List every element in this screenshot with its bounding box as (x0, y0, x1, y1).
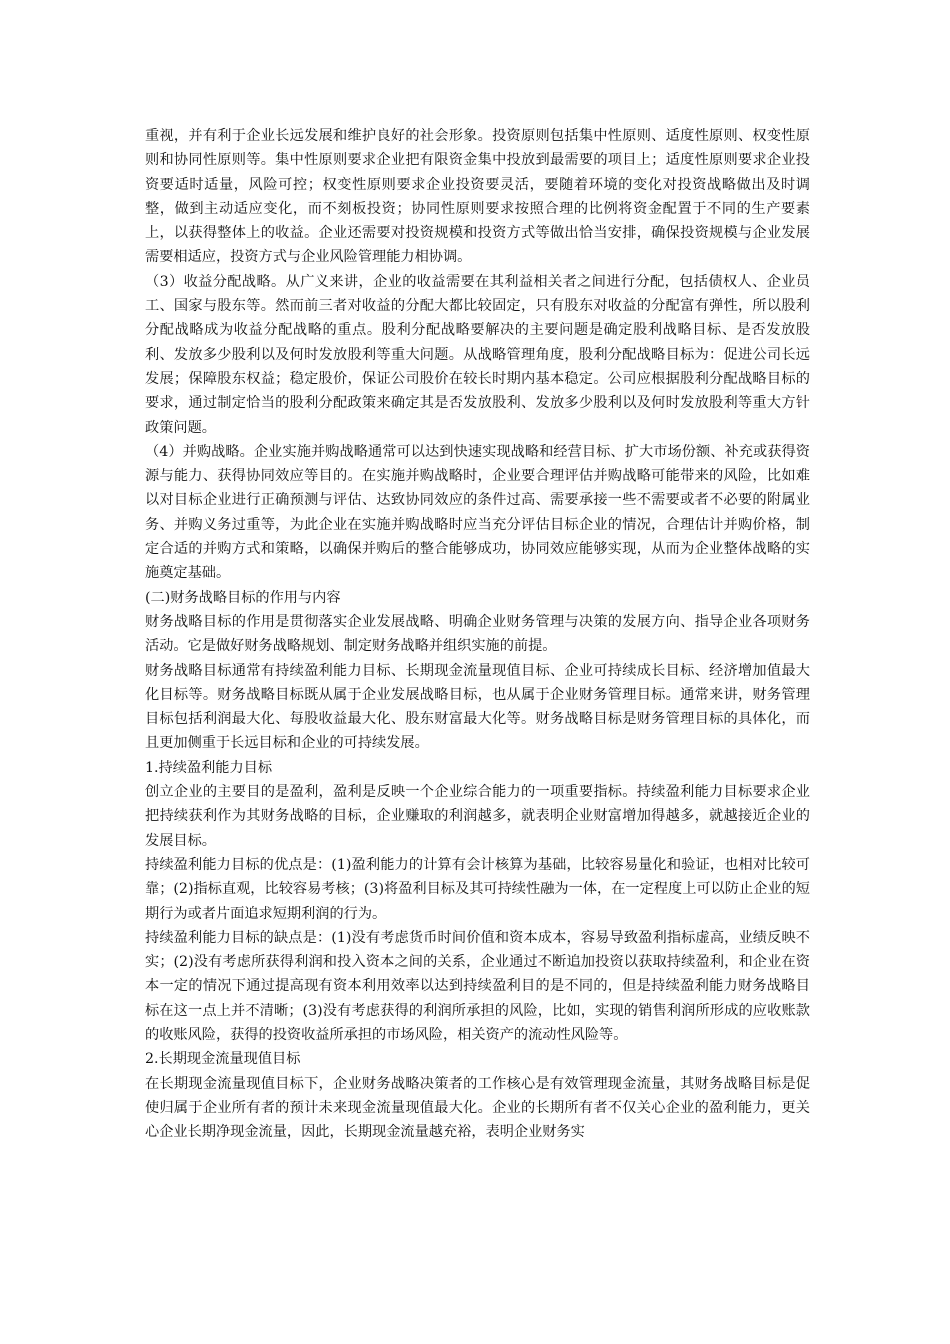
paragraph-goal-types: 财务战略目标通常有持续盈利能力目标、长期现金流量现值目标、企业可持续成长目标、经济增加值最大化目标等。财务战略目标既从属于企业发展战略目标，也从属于企业财务管理目标。通常来讲，财务管理目标包括利润最大化、每股收益最大化、股东财富最大化等。财务战略目标是财务管理目标的具体化，而且更加侧重于长远目标和企业的可持续发展。 (145, 662, 810, 752)
section-heading-financial-strategy-goals: (二)财务战略目标的作用与内容 (145, 589, 341, 606)
document-body (145, 124, 810, 1144)
paragraph-goal-function: 财务战略目标的作用是贯彻落实企业发展战略、明确企业财务管理与决策的发展方向、指导企业各项财务活动。它是做好财务战略规划、制定财务战略并组织实施的前提。 (145, 613, 810, 655)
paragraph-profitability-advantages: 持续盈利能力目标的优点是：(1)盈利能力的计算有会计核算为基础，比较容易量化和验证，也相对比较可靠；(2)指标直观，比较容易考核；(3)将盈利目标及其可持续性融为一体，在一定程度上可以防止企业的短期行为或者片面追求短期利润的行为。 (145, 856, 810, 922)
paragraph-investment-principles: 重视，并有利于企业长远发展和维护良好的社会形象。投资原则包括集中性原则、适度性原则、权变性原则和协同性原则等。集中性原则要求企业把有限资金集中投放到最需要的项目上；适度性原则要求企业投资要适时适量，风险可控；权变性原则要求企业投资要灵活，要随着环境的变化对投资战略做出及时调整，做到主动适应变化，而不刻板投资；协同性原则要求按照合理的比例将资金配置于不同的生产要素上，以获得整体上的收益。企业还需要对投资规模和投资方式等做出恰当安排，确保投资规模与企业发展需要相适应，投资方式与企业风险管理能力相协调。 (145, 128, 810, 266)
subheading-sustained-profitability: 1.持续盈利能力目标 (145, 759, 273, 776)
paragraph-profitability-disadvantages: 持续盈利能力目标的缺点是：(1)没有考虑货币时间价值和资本成本，容易导致盈利指标虚高，业绩反映不实；(2)没有考虑所获得利润和投入资本之间的关系，企业通过不断追加投资以获取持续盈利，和企业在资本一定的情况下通过提高现有资本利用效率以达到持续盈利目的是不同的，但是持续盈利能力财务战略目标在这一点上并不清晰；(3)没有考虑获得的利润所承担的风险，比如，实现的销售利润所形成的应收账款的收账风险，获得的投资收益所承担的市场风险，相关资产的流动性风险等。 (145, 929, 810, 1043)
subheading-long-term-cash-flow: 2.长期现金流量现值目标 (145, 1051, 301, 1068)
paragraph-merger-strategy: （4）并购战略。企业实施并购战略通常可以达到快速实现战略和经营目标、扩大市场份额、补充或获得资源与能力、获得协同效应等目的。在实施并购战略时，企业要合理评估并购战略可能带来的风险，比如难以对目标企业进行正确预测与评估、达致协同效应的条件过高、需要承接一些不需要或者不必要的附属业务、并购义务过重等，为此企业在实施并购战略时应当充分评估目标企业的情况，合理估计并购价格，制定合适的并购方式和策略，以确保并购后的整合能够成功，协同效应能够实现，从而为企业整体战略的实施奠定基础。 (145, 443, 810, 582)
paragraph-income-distribution-strategy: （3）收益分配战略。从广义来讲，企业的收益需要在其利益相关者之间进行分配，包括债权人、企业员工、国家与股东等。然而前三者对收益的分配大都比较固定，只有股东对收益的分配富有弹性，所以股利分配战略成为收益分配战略的重点。股利分配战略要解决的主要问题是确定股利战略目标、是否发放股利、发放多少股利以及何时发放股利等重大问题。从战略管理角度，股利分配战略目标为：促进公司长远发展；保障股东权益；稳定股价，保证公司股价在较长时期内基本稳定。公司应根据股利分配战略目标的要求，通过制定恰当的股利分配政策来确定其是否发放股利、发放多少股利以及何时发放股利等重大方针政策问题。 (145, 273, 810, 436)
paragraph-profitability-definition: 创立企业的主要目的是盈利，盈利是反映一个企业综合能力的一项重要指标。持续盈利能力目标要求企业把持续获利作为其财务战略的目标，企业赚取的利润越多，就表明企业财富增加得越多，就越接近企业的发展目标。 (145, 784, 810, 849)
paragraph-cash-flow-goal: 在长期现金流量现值目标下，企业财务战略决策者的工作核心是有效管理现金流量，其财务战略目标是促使归属于企业所有者的预计未来现金流量现值最大化。企业的长期所有者不仅关心企业的盈利能力，更关心企业长期净现金流量，因此，长期现金流量越充裕，表明企业财务实 (145, 1075, 810, 1141)
